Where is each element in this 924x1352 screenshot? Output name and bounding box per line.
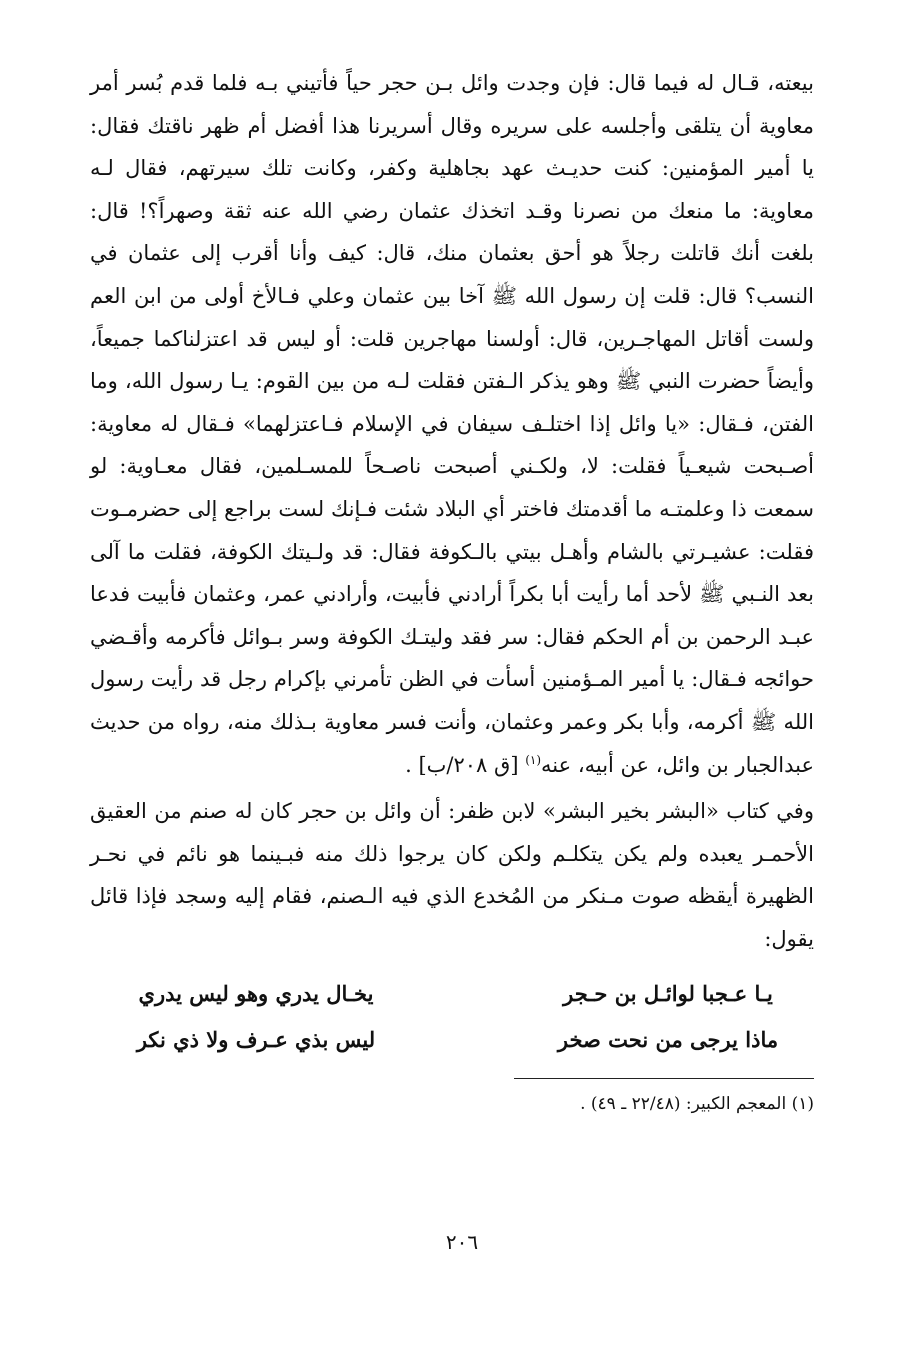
manuscript-reference: [ق ٢٠٨/ب] . [405,752,519,777]
footnote-reference: (١) [525,752,542,767]
second-paragraph: وفي كتاب «البشر بخير البشر» لابن ظفر: أن وائل بن حجر كان له صنم من العقيق الأحمـر يعبده ولم يكن يتكلـم ولكن كان يرجوا ذلك منه فبـينما هو نائم في نحـر الظهيرة أيقظه صوت مـنكر من المُخدع الذي فيه الـصنم، فقام إليه وسجد فإذا قائل يقول: [90,799,814,951]
page-number: ٢٠٦ [445,1230,479,1254]
footnote-divider [514,1078,814,1079]
poem-verse-2-first-hemistich: ماذا يرجى من نحت صخر [557,1027,779,1053]
main-paragraph [90,62,814,786]
poem [90,974,814,1060]
paragraph-text: بيعته، قـال له فيما قال: فإن وجدت وائل بـن حجر حياً فأتيني بـه فلما قدم بُسر أمر معاوية أن يتلقى وأجلسه على سريره وقال أسريرنا هذا أفضل أم ظهر ناقتك فقال: يا أمير المؤمنين: كنت حديـث عهد بجاهلية وكفر، وكانت تلك سيرتهم، فقال لـه معاوية: ما منعك من نصرنا وقـد اتخذك عثمان رضي الله عنه ثقة وصهراً؟! قال: بلغت أنك قاتلت رجلاً هو أحق بعثمان منك، قال: كيف وأنا أقرب إلى عثمان في النسب؟ قال: قلت إن رسول الله ﷺ آخا بين عثمان وعلي فـالأخ أولى من ابن العم ولست أقاتل المهاجـرين، قال: أولسنا مهاجرين قلت: أو ليس قد اعتزلناكما جميعاً، وأيضاً حضرت النبي ﷺ وهو يذكر الـفتن فقلت لـه من بين القوم: يـا رسول الله، وما الفتن، فـقال: «يا وائل إذا اختلـف سيفان في الإسلام فـاعتزلهما» فـقال له معاوية: أصـبحت شيعـياً فقلت: لا، ولكـني أصبحت ناصـحاً للمسـلمين، فقال معـاوية: لو سمعت ذا وعلمتـه ما أقدمتك فاختر أي البلاد شئت فـإنك لست براجع إلى حضرمـوت فقلت: عشيـرتي بالشام وأهـل بيتي بالـكوفة فقال: قد ولـيتك الكوفة، فقلت ما آلى بعد النـبي ﷺ لأحد أما رأيت أبا بكراً أرادني فأبيت، وأرادني عمر، وعثمان فأبيت فدعا عبـد الرحمن بن أم الحكم فقال: سر فقد وليتـك الكوفة وسر بـوائل فأكرمه وأقـضي حوائجه فـقال: يا أمير المـؤمنين أسأت في الظن تأمرني بإكرام رجل قد رأيت رسول الله ﷺ أكرمه، وأبا بكر وعمر وعثمان، وأنت فسر معاوية بـذلك منه، رواه من حديث عبدالجبار بن وائل، عن أبيه، عنه [90,71,814,777]
poem-verse-1-second-hemistich: يخـال يدري وهو ليس يدري [138,981,374,1007]
page-content [90,62,814,1119]
poem-verse-1-first-hemistich: يـا عـجبا لوائـل بن حـجر [563,981,773,1007]
footnote: (١) المعجم الكبير: (٢٢/٤٨ ـ ٤٩) . [580,1094,814,1115]
poem-verse-2-second-hemistich: ليس بذي عـرف ولا ذي نكر [136,1027,376,1053]
